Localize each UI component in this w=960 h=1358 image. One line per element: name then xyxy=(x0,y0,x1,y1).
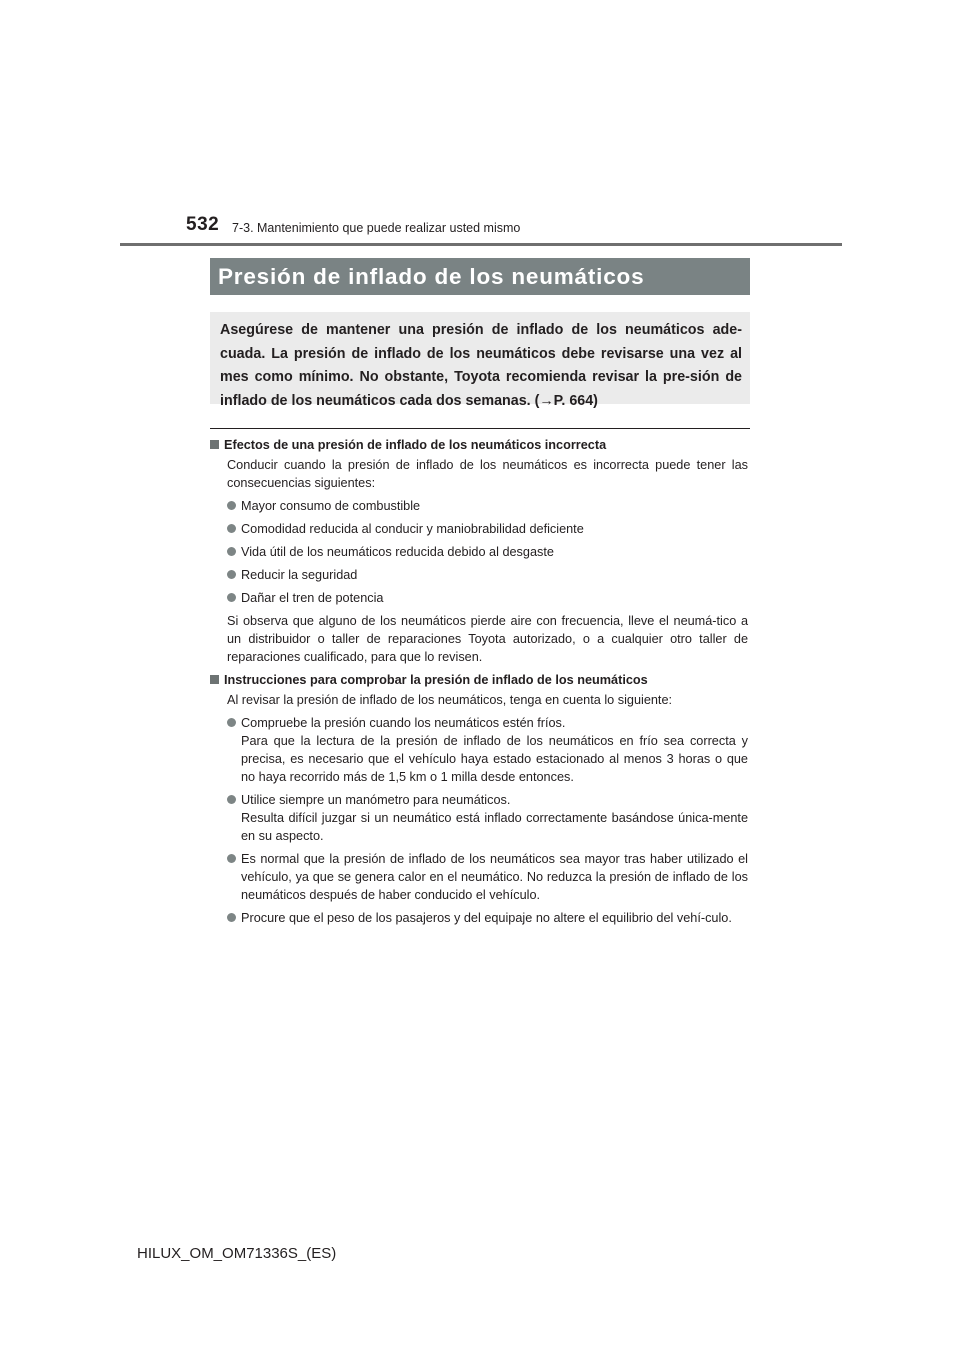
page-number: 532 xyxy=(186,214,220,235)
list-item-text xyxy=(241,714,748,786)
list-item-text: Dañar el tren de potencia xyxy=(241,591,384,605)
circle-bullet-icon xyxy=(227,524,236,533)
running-header: 7-3. Mantenimiento que puede realizar usted mismo xyxy=(232,221,521,235)
list-item-title: Utilice siempre un manómetro para neumáticos. xyxy=(241,793,511,807)
list-item xyxy=(210,589,748,607)
subsection-heading-text: Instrucciones para comprobar la presión de inflado de los neumáticos xyxy=(224,673,648,687)
list-item-body: Resulta difícil juzgar si un neumático está inflado correctamente basándose única-mente en su aspecto. xyxy=(241,811,748,843)
subsection-instructions xyxy=(210,671,748,927)
square-bullet-icon xyxy=(210,675,219,684)
list-item xyxy=(210,791,748,845)
subsection-heading xyxy=(210,436,748,454)
list-item xyxy=(210,566,748,584)
circle-bullet-icon xyxy=(227,913,236,922)
circle-bullet-icon xyxy=(227,795,236,804)
list-item-title: Compruebe la presión cuando los neumáticos estén fríos. xyxy=(241,716,566,730)
list-item xyxy=(210,850,748,904)
circle-bullet-icon xyxy=(227,593,236,602)
list-item xyxy=(210,520,748,538)
list-item-text: Procure que el peso de los pasajeros y del equipaje no altere el equilibrio del vehí-culo. xyxy=(241,911,732,925)
list-item xyxy=(210,543,748,561)
list-item-text: Comodidad reducida al conducir y maniobrabilidad deficiente xyxy=(241,522,584,536)
square-bullet-icon xyxy=(210,440,219,449)
section-divider xyxy=(210,428,750,429)
list-item-body: Para que la lectura de la presión de inflado de los neumáticos en frío sea correcta y precisa, es necesario que el vehículo haya estado estacionado al menos 3 horas o que no haya recorrido más de 1,5 km o 1 milla desde entonces. xyxy=(241,734,748,784)
circle-bullet-icon xyxy=(227,570,236,579)
paragraph: Si observa que alguno de los neumáticos pierde aire con frecuencia, lleve el neumá-tico a un distribuidor o taller de reparaciones Toyota autorizado, o a cualquier otro taller de reparaciones cualificado, para que lo revisen. xyxy=(227,614,748,664)
circle-bullet-icon xyxy=(227,718,236,727)
subsection-effects xyxy=(210,436,748,666)
list-item-text: Vida útil de los neumáticos reducida debido al desgaste xyxy=(241,545,554,559)
list-item-text: Reducir la seguridad xyxy=(241,568,358,582)
list-item xyxy=(210,497,748,515)
section-title: Presión de inflado de los neumáticos xyxy=(210,258,750,295)
list-item-text xyxy=(241,791,748,845)
list-item xyxy=(210,714,748,786)
content xyxy=(210,436,748,932)
circle-bullet-icon xyxy=(227,854,236,863)
paragraph: Conducir cuando la presión de inflado de los neumáticos es incorrecta puede tener las consecuencias siguientes: xyxy=(227,458,748,490)
subsection-heading-text: Efectos de una presión de inflado de los neumáticos incorrecta xyxy=(224,438,607,452)
circle-bullet-icon xyxy=(227,547,236,556)
header-rule xyxy=(120,243,842,246)
document-id-footer: HILUX_OM_OM71336S_(ES) xyxy=(137,1245,337,1262)
list-item xyxy=(210,909,748,927)
paragraph: Al revisar la presión de inflado de los neumáticos, tenga en cuenta lo siguiente: xyxy=(227,693,673,707)
list-item-text: Mayor consumo de combustible xyxy=(241,499,421,513)
circle-bullet-icon xyxy=(227,501,236,510)
subsection-heading xyxy=(210,671,748,689)
list-item-text: Es normal que la presión de inflado de los neumáticos sea mayor tras haber utilizado el vehículo, ya que se genera calor en el neumático. No reduzca la presión de inflado de los neumáticos después de haber conducido el vehículo. xyxy=(241,852,748,902)
intro-box: Asegúrese de mantener una presión de inflado de los neumáticos ade-cuada. La presión de inflado de los neumáticos debe revisarse una vez al mes como mínimo. No obstante, Toyota recomienda revisar la pre-sión de inflado de los neumáticos cada dos semanas. (→P. 664) xyxy=(210,312,750,404)
